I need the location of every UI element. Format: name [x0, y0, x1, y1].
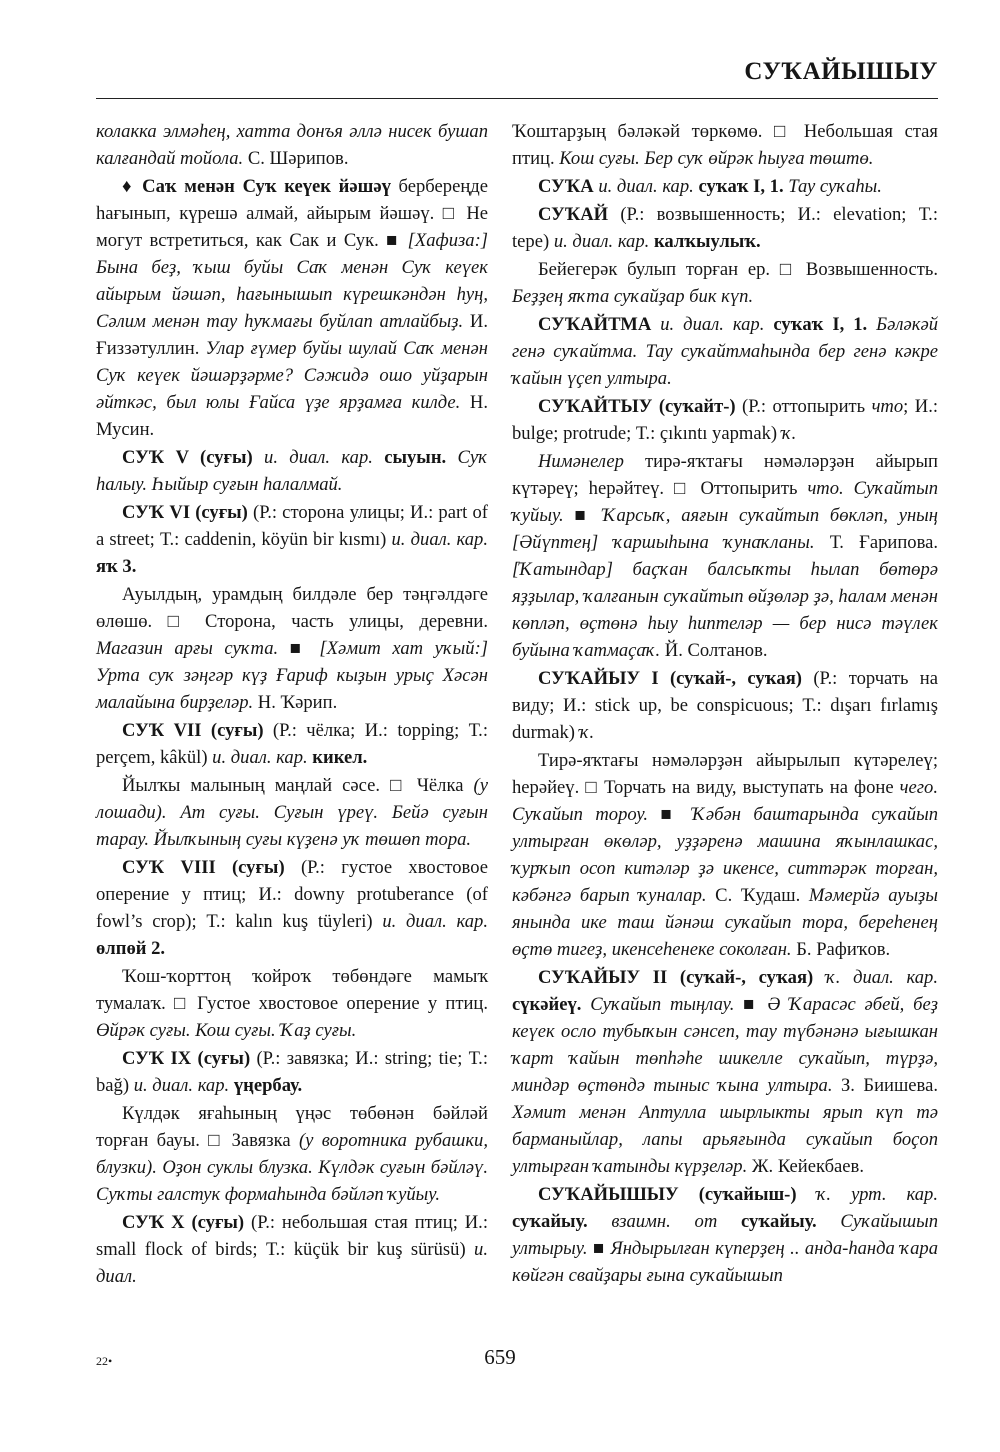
dictionary-entry — [512, 311, 938, 392]
italic-text: Кош суғы. Бер суҡ өйрәк һыуға төштө. — [559, 148, 874, 169]
plain-text: ■ — [648, 804, 692, 825]
plain-text: Күлдәк яғаһының үңәс төбөнән бәйләй торған бауы. □ Завязка — [96, 1103, 488, 1151]
dictionary-entry — [512, 201, 938, 255]
headword-text: СУҠАЙТЫУ (суҡайт-) — [538, 396, 736, 417]
italic-text: Өйрәк суғы. Кош суғы. Ҡаҙ суғы. — [96, 1020, 357, 1041]
dictionary-entry — [512, 665, 938, 746]
plain-text: Н. Ҡәрип. — [253, 692, 338, 713]
headword-text: өлпөй 2. — [96, 938, 166, 959]
italic-text: и. диал. кар. — [207, 747, 308, 768]
headword-text: суҡаҡ I, 1. — [693, 176, 784, 197]
headword-text: СУҠ V (суғы) — [122, 447, 253, 468]
plain-text: ■ — [734, 994, 768, 1015]
italic-text: (у лошади). Ат суғы. Суғын үреү. Бейә суғын тарау. Йылҡының суғы күҙенә уҡ төшөп тора. — [96, 775, 488, 850]
italic-text: ҡ. диал. кар. — [813, 967, 938, 988]
headword-text: СУҠАЙЫШЫУ (суҡайыш-) — [538, 1184, 797, 1205]
definition-paragraph — [512, 747, 938, 963]
plain-text: (Р.: густое хвостовое оперение у птиц; И.: downy protuberance (of fowl’s crop); Т.: kalın kuş tüyleri) — [96, 857, 488, 932]
left-column — [96, 118, 488, 1291]
plain-text: И. Ғиззәтуллин. — [96, 311, 488, 359]
italic-text: взаимн. от — [587, 1211, 718, 1232]
italic-text: и. диал. — [96, 1239, 489, 1287]
definition-paragraph — [96, 173, 488, 443]
headword-text: ♦ Саҡ менән Суҡ кеүек йәшәү — [122, 176, 391, 197]
italic-text: Суҡ һалыу. Һыйыр суғын һалалмай. — [96, 447, 488, 495]
italic-text: Суҡайып тыңлау. — [581, 994, 735, 1015]
italic-text: и. диал. кар. — [593, 176, 694, 197]
italic-text: ҡ. — [777, 423, 797, 444]
italic-text: Нимәнелер — [538, 451, 624, 472]
plain-text: Ҡоштарҙың бәләкәй төркөмө. □ Небольшая стая птиц. — [512, 121, 938, 169]
continued-paragraph — [96, 118, 488, 172]
plain-text: тирә-яҡтағы нәмәләрҙән айырып күтәреү; һерәйтеү. □ Оттопырить — [512, 451, 938, 499]
italic-text: что. Суҡайтып ҡуйыу. — [512, 478, 938, 526]
definition-paragraph — [96, 772, 488, 853]
headword-text: СУҠ VI (суғы) — [122, 502, 248, 523]
right-column — [512, 118, 938, 1290]
plain-text: Ауылдың, урамдың билдәле бер тәңгәлдәге өлөшө. □ Сторона, часть улицы, деревни. — [96, 584, 488, 632]
headword-text: суҡайыу. — [717, 1211, 817, 1232]
italic-text: и. диал. кар. — [372, 911, 488, 932]
italic-text: и. диал. кар. — [549, 231, 650, 252]
italic-text: чего. Суҡайып тороу. — [512, 777, 938, 825]
plain-text: Т. Ғарипова. — [814, 532, 938, 553]
headword-text: СУҠА — [538, 176, 594, 197]
printer-signature: 22• — [96, 1354, 113, 1368]
dictionary-entry — [512, 964, 938, 1180]
plain-text: (Р.: чёлка; И.: topping; Т.: perçem, kâkül) — [96, 720, 488, 768]
dictionary-entry — [96, 717, 488, 771]
plain-text: Ж. Кейекбаев. — [747, 1156, 864, 1177]
definition-paragraph — [512, 256, 938, 310]
italic-text: Беҙҙең яҡта суҡайҙар бик күп. — [512, 286, 754, 307]
plain-text: Н. Мусин. — [96, 392, 488, 440]
plain-text: (Р.: оттопырить — [735, 396, 872, 417]
headword-text: үңербау. — [229, 1075, 303, 1096]
headword-text: яҡ 3. — [96, 556, 137, 577]
italic-text: Яндырылған күперҙең .. анда-һанда ҡара көйгән свайҙары ғына суҡайышып — [512, 1238, 939, 1286]
headword-text: кикел. — [307, 747, 368, 768]
dictionary-entry — [96, 854, 488, 962]
plain-text: Б. Рафиҡов. — [791, 939, 891, 960]
definition-paragraph — [96, 581, 488, 716]
headword-text: СУҠАЙЫУ II (суҡай-, суҡая) — [538, 967, 814, 988]
italic-text: Ә Ҡарасәс әбей, беҙ кеүек осло тубыҡын сәнсеп, тау түбәнәнә ығышкан ҡарт ҡайын төпһәһе шикелле суҡайып, түрҙә, миндәр өҫтөндә тыныс ҡына ултыра. — [512, 994, 938, 1096]
italic-text: [Хафиза:] Бына беҙ, ҡыш буйы Саҡ менән Суҡ кеүек айырым йәшәп, һағынышып күрешкәндән һуң, Сәлим менән тау һуҡмағы буйлап атлайбыҙ. — [96, 230, 488, 332]
headword-text: СУҠАЙ — [538, 204, 609, 225]
plain-text: Й. Солтанов. — [660, 640, 768, 661]
headword-text: сүкәйеү. — [512, 994, 582, 1015]
italic-text: Хәмит менән Аптулла шырлыкты ярып күп тә барманыйлар, лапы арьяғында суҡайып боҫоп ултырған ҡатынды күрҙеләр. — [512, 1102, 938, 1177]
plain-text: ■ — [278, 638, 320, 659]
italic-text: и. диал. кар. — [252, 447, 373, 468]
headword-text: СУҠ X (суғы) — [122, 1212, 245, 1233]
headword-text: СУҠ IX (суғы) — [122, 1048, 251, 1069]
italic-text: что — [871, 396, 904, 417]
plain-text: С. Шәрипов. — [243, 148, 349, 169]
italic-text: ҡ. урт. кар. — [796, 1184, 938, 1205]
dictionary-entry — [96, 499, 488, 580]
continued-paragraph — [512, 118, 938, 172]
plain-text: (Р.: завязка; И.: string; tie; Т.: bağ) — [96, 1048, 488, 1096]
italic-text: Бәләкәй генә суҡайтма. Тау суҡайтмаһында бер генә кәкре ҡайын үҫеп ултыра. — [512, 314, 938, 389]
plain-text: С. Ҡудаш. — [706, 885, 809, 906]
headword-text: СУҠАЙЫУ I (суҡай-, суҡая) — [538, 668, 802, 689]
dictionary-entry — [96, 1209, 488, 1290]
dictionary-entry — [512, 1181, 938, 1289]
italic-text: Мәмерйә ауыҙы янында ике таш йәнәш суҡайып тора, береһенең өҫтө тигеҙ, икенсеһенеке соколған. — [512, 885, 938, 960]
definition-paragraph — [96, 1100, 488, 1208]
plain-text: ; И.: bulge; protrude; Т.: çıkıntı yapmak) — [512, 396, 939, 444]
dictionary-entry — [512, 173, 938, 200]
italic-text: и. диал. кар. — [386, 529, 489, 550]
italic-text: [Хәмит хат уҡый:] Урта суҡ зәңгәр күҙ Ғариф кыҙын урыҫ Хәсән малайына бирҙеләр. — [96, 638, 489, 713]
italic-text: Ҡәбән баштарында суҡайып ултырған өкөләр, уҙҙәренә машина яҡынлашкас, ҡурҡып осоп китәләр ҙә икенсе, ситтәрәк торған, кәбәнгә барып ҡуналар. — [512, 804, 938, 906]
dictionary-entry — [96, 444, 488, 498]
italic-text: Улар ғүмер буйы шулай Саҡ менән Суҡ кеүек йәшәрҙәрме? Сәжидә ошо уйҙарын әйткәс, был юлы Ғайса үҙе ярҙамға килде. — [96, 338, 488, 413]
definition-paragraph — [512, 448, 938, 664]
plain-text: Ҡош-ҡорттоң ҡойроҡ төбөндәге мамыҡ тумалаҡ. □ Густое хвостовое оперение у птиц. — [96, 966, 488, 1014]
italic-text: ҡ. — [575, 722, 595, 743]
headword-text: сыуын. — [372, 447, 447, 468]
italic-text: колакка элмәһең, хатта донъя әллә нисек бушап калғандай тойола. — [96, 121, 488, 169]
definition-paragraph — [96, 963, 488, 1044]
headword-text: СУҠАЙТМА — [538, 314, 652, 335]
plain-text: (Р.: сторона улицы; И.: part of a street; Т.: caddenin, köyün bir kısmı) — [96, 502, 488, 550]
italic-text: Суҡайышып ултырыу. — [512, 1211, 938, 1259]
plain-text: Тирә-яҡтағы нәмәләрҙән айырылып күтәрелеү; һерәйеү. □ Торчать на виду, выступать на фоне — [512, 750, 938, 798]
plain-text: З. Биишева. — [832, 1075, 938, 1096]
plain-text: ■ — [587, 1238, 611, 1259]
dictionary-entry — [96, 1045, 488, 1099]
italic-text: [Ҡатындар] баҫҡан балсыҡты һылап бөтөрә яҙҙылар, ҡалғанын суҡайтып өйҙөләр ҙә, һалам менән көпләп, өҫтөнә һыу һиптеләр — бер нисә тәүлек буйына ҡатмаҫаҡ. — [512, 559, 938, 661]
italic-text: и. диал. кар. — [129, 1075, 230, 1096]
headword-text: СУҠ VII (суғы) — [122, 720, 264, 741]
headword-text: калҡыулыҡ. — [649, 231, 761, 252]
plain-text: бербереңде һағынып, күрешә алмай, айырым йәшәү. □ Не могут встретиться, как Сак и Сук. ■ — [96, 176, 488, 251]
plain-text: (Р.: торчать на виду; И.: stick up, be conspicuous; Т.: dışarı fırlamış durmak) — [512, 668, 938, 743]
header-rule — [96, 98, 938, 99]
plain-text: ■ — [563, 505, 603, 526]
headword-text: СУҠ VIII (суғы) — [122, 857, 285, 878]
dictionary-entry — [512, 393, 938, 447]
headword-text: суҡайыу. — [512, 1211, 588, 1232]
page-number: 659 — [484, 1345, 516, 1369]
running-head: СУҠАЙЫШЫУ — [744, 58, 938, 85]
headword-text: суҡаҡ I, 1. — [764, 314, 868, 335]
italic-text: и. диал. кар. — [651, 314, 765, 335]
plain-text: (Р.: возвышенность; И.: elevation; Т.: tepe) — [512, 204, 938, 252]
plain-text: (Р.: небольшая стая птиц; И.: small flock of birds; Т.: küçük bir kuş sürüsü) — [96, 1212, 488, 1260]
italic-text: Ҡарсыҡ, аяғын суҡайтып бөкләп, уның [Әйүптең] ҡаршыһына ҡунаҡланы. — [512, 505, 938, 553]
italic-text: Тау суҡаһы. — [783, 176, 882, 197]
italic-text: (у воротника рубашки, блузки). Оҙон суклы блузка. Күлдәк суғын бәйләү. Суҡты галстук формаһында бәйләп ҡуйыу. — [96, 1130, 488, 1205]
italic-text: Магазин арғы суҡта. — [96, 638, 279, 659]
plain-text: Бейегерәк булып торған ер. □ Возвышенность. — [538, 259, 938, 280]
plain-text: Йылҡы малының маңлай сәсе. □ Чёлка — [122, 775, 474, 796]
